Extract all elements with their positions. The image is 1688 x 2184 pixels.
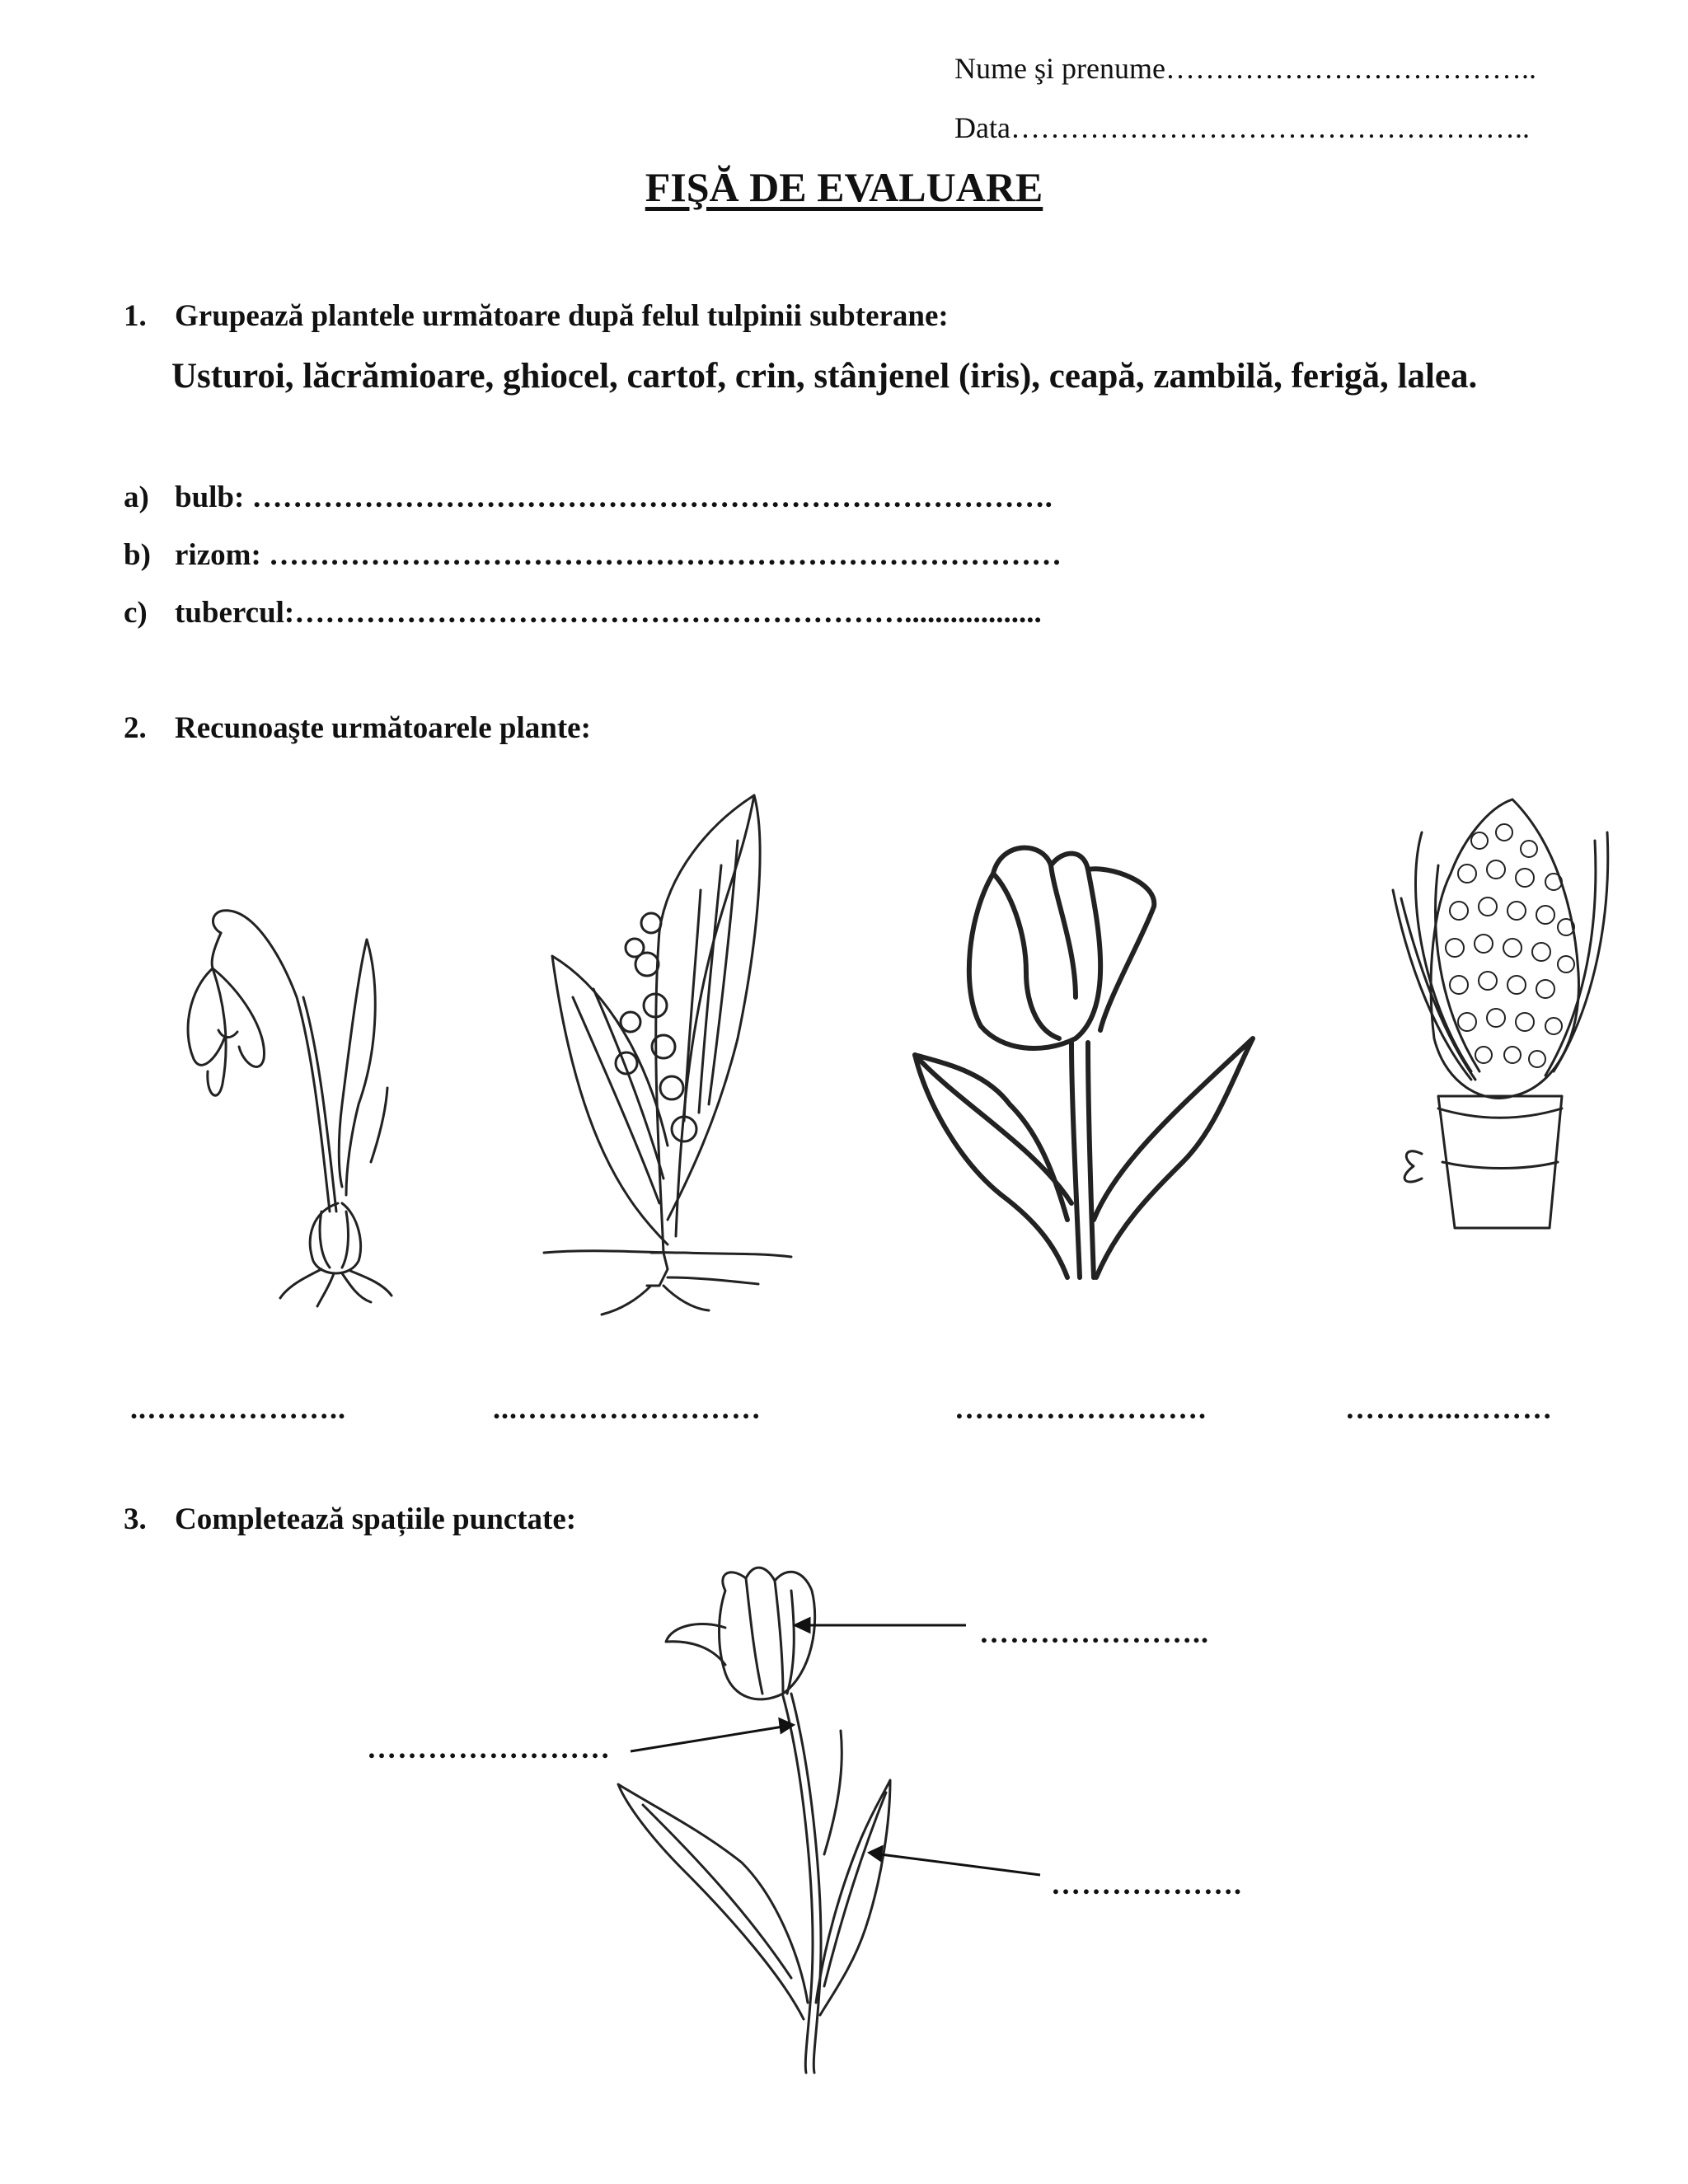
answer-blank-plant-4[interactable]: ………...……… (1345, 1392, 1553, 1425)
answer-blank-plant-2[interactable]: ...…………………… (493, 1392, 762, 1425)
answer-label: a) (124, 480, 149, 514)
answer-label: c) (124, 596, 148, 630)
answer-blank-leaf[interactable]: ………………. (1051, 1868, 1242, 1900)
date-field-label: Data…………………………………………….. (954, 111, 1530, 144)
question-3-number: 3. (124, 1502, 147, 1536)
answer-text: bulb: ……………………………………………………………………. (175, 480, 1053, 514)
question-1-number: 1. (124, 299, 147, 333)
question-2-text: Recunoaşte următoarele plante: (175, 711, 591, 745)
answer-blank-plant-3[interactable]: ……………………. (954, 1392, 1207, 1425)
answer-text: tubercul:…………………………………………………….................. (175, 596, 1042, 630)
page-title: FIŞĂ DE EVALUARE (645, 164, 1043, 210)
answer-blank-plant-1[interactable]: ..……………….. (130, 1392, 346, 1425)
answer-label: b) (124, 538, 151, 572)
answer-blank-flower[interactable]: ………………….. (979, 1616, 1209, 1649)
name-field-label: Nume şi prenume……………………………….. (954, 52, 1536, 85)
question-1-text: Grupează plantele următoare după felul tulpinii subterane: (175, 299, 949, 333)
answer-blank-stem[interactable]: …………………… (367, 1732, 611, 1765)
plant-list: Usturoi, lăcrămioare, ghiocel, cartof, crin, stânjenel (iris), ceapă, zambilă, ferigă, lalea. (171, 357, 1478, 396)
question-3-text: Completează spațiile punctate: (175, 1502, 577, 1536)
answer-text: rizom: …………………………………………………………………… (175, 538, 1062, 572)
question-2-number: 2. (124, 711, 147, 745)
